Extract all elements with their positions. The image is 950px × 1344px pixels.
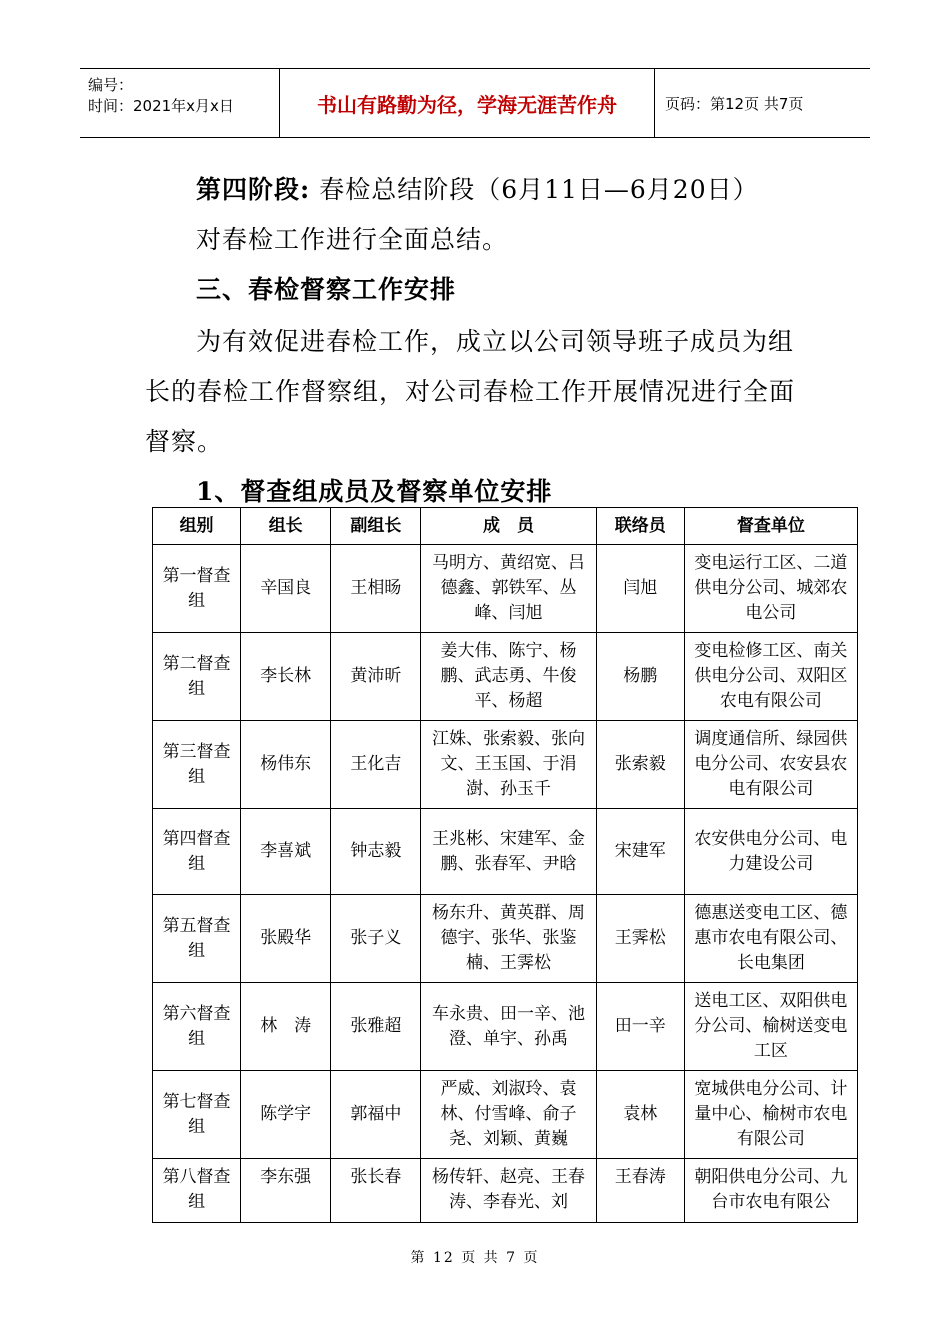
cell-contact: 田一辛 <box>596 983 684 1071</box>
cell-units: 德惠送变电工区、德惠市农电有限公司、长电集团 <box>684 895 857 983</box>
cell-leader: 杨伟东 <box>241 721 331 809</box>
cell-group: 第八督查组 <box>153 1159 241 1223</box>
paragraph-line-3: 督察。 <box>145 427 224 456</box>
cell-deputy: 王相旸 <box>331 545 421 633</box>
cell-contact: 王春涛 <box>596 1159 684 1223</box>
table-row <box>153 1159 858 1223</box>
cell-leader: 辛国良 <box>241 545 331 633</box>
cell-contact: 宋建军 <box>596 809 684 895</box>
cell-leader: 李喜斌 <box>241 809 331 895</box>
cell-contact: 杨鹏 <box>596 633 684 721</box>
page-footer: 第 12 页 共 7 页 <box>410 1250 540 1266</box>
header-page-number: 页码：第12页 共7页 <box>665 94 804 113</box>
cell-contact: 袁林 <box>596 1071 684 1159</box>
cell-members: 严威、刘淑玲、袁林、付雪峰、俞子尧、刘颖、黄巍 <box>421 1071 596 1159</box>
paragraph-line-1: 为有效促进春检工作，成立以公司领导班子成员为组 <box>196 327 795 356</box>
header-members: 成 员 <box>421 508 596 545</box>
cell-members: 杨东升、黄英群、周德宇、张华、张鉴楠、王霁松 <box>421 895 596 983</box>
cell-group: 第七督查组 <box>153 1071 241 1159</box>
header-meta <box>80 69 280 137</box>
header-motto: 书山有路勤为径，学海无涯苦作舟 <box>280 69 655 137</box>
header-deputy: 副组长 <box>331 508 421 545</box>
cell-leader: 林 涛 <box>241 983 331 1071</box>
cell-members: 姜大伟、陈宁、杨鹏、武志勇、牛俊平、杨超 <box>421 633 596 721</box>
cell-members: 王兆彬、宋建军、金鹏、张春军、尹晗 <box>421 809 596 895</box>
header-time: 时间：2021年x月x日 <box>88 97 234 115</box>
cell-contact: 闫旭 <box>596 545 684 633</box>
cell-group: 第一督查组 <box>153 545 241 633</box>
inspection-groups-table <box>152 507 858 1223</box>
cell-units: 朝阳供电分公司、九台市农电有限公 <box>684 1159 857 1223</box>
header-number: 编号： <box>88 76 134 94</box>
cell-leader: 陈学宇 <box>241 1071 331 1159</box>
cell-members: 马明方、黄绍宽、吕德鑫、郭铁军、丛峰、闫旭 <box>421 545 596 633</box>
table-row <box>153 895 858 983</box>
cell-leader: 李长林 <box>241 633 331 721</box>
header-units: 督查单位 <box>684 508 857 545</box>
cell-group: 第六督查组 <box>153 983 241 1071</box>
cell-units: 农安供电分公司、电力建设公司 <box>684 809 857 895</box>
cell-units: 宽城供电分公司、计量中心、榆树市农电有限公司 <box>684 1071 857 1159</box>
header-leader: 组长 <box>241 508 331 545</box>
section-title: 三、春检督察工作安排 <box>196 275 457 304</box>
header-group: 组别 <box>153 508 241 545</box>
cell-deputy: 张雅超 <box>331 983 421 1071</box>
cell-members: 江姝、张索毅、张向文、王玉国、于涓澍、孙玉千 <box>421 721 596 809</box>
cell-deputy: 张长春 <box>331 1159 421 1223</box>
cell-group: 第三督查组 <box>153 721 241 809</box>
table-row <box>153 545 858 633</box>
cell-contact: 王霁松 <box>596 895 684 983</box>
table-header-row <box>153 508 858 545</box>
cell-deputy: 钟志毅 <box>331 809 421 895</box>
table-row <box>153 809 858 895</box>
table-row <box>153 721 858 809</box>
subsection-title: 1、督查组成员及督察单位安排 <box>196 477 553 506</box>
stage-label: 第四阶段: <box>196 175 311 204</box>
table-row <box>153 983 858 1071</box>
cell-deputy: 张子义 <box>331 895 421 983</box>
cell-leader: 李东强 <box>241 1159 331 1223</box>
cell-deputy: 王化吉 <box>331 721 421 809</box>
table-row <box>153 1071 858 1159</box>
cell-deputy: 郭福中 <box>331 1071 421 1159</box>
stage-description: 对春检工作进行全面总结。 <box>196 225 509 254</box>
cell-deputy: 黄沛昕 <box>331 633 421 721</box>
cell-units: 变电检修工区、南关供电分公司、双阳区农电有限公司 <box>684 633 857 721</box>
cell-group: 第五督查组 <box>153 895 241 983</box>
cell-group: 第二督查组 <box>153 633 241 721</box>
header-contact: 联络员 <box>596 508 684 545</box>
cell-units: 送电工区、双阳供电分公司、榆树送变电工区 <box>684 983 857 1071</box>
cell-units: 变电运行工区、二道供电分公司、城郊农电公司 <box>684 545 857 633</box>
table-row <box>153 633 858 721</box>
paragraph-line-2: 长的春检工作督察组，对公司春检工作开展情况进行全面 <box>145 377 796 406</box>
stage-line <box>196 170 759 206</box>
cell-units: 调度通信所、绿园供电分公司、农安县农电有限公司 <box>684 721 857 809</box>
cell-members: 车永贵、田一辛、池澄、单宇、孙禹 <box>421 983 596 1071</box>
cell-group: 第四督查组 <box>153 809 241 895</box>
page-header <box>80 68 870 138</box>
cell-members: 杨传轩、赵亮、王春涛、李春光、刘 <box>421 1159 596 1223</box>
stage-text: 春检总结阶段（6月11日—6月20日） <box>319 175 759 204</box>
cell-contact: 张索毅 <box>596 721 684 809</box>
cell-leader: 张殿华 <box>241 895 331 983</box>
